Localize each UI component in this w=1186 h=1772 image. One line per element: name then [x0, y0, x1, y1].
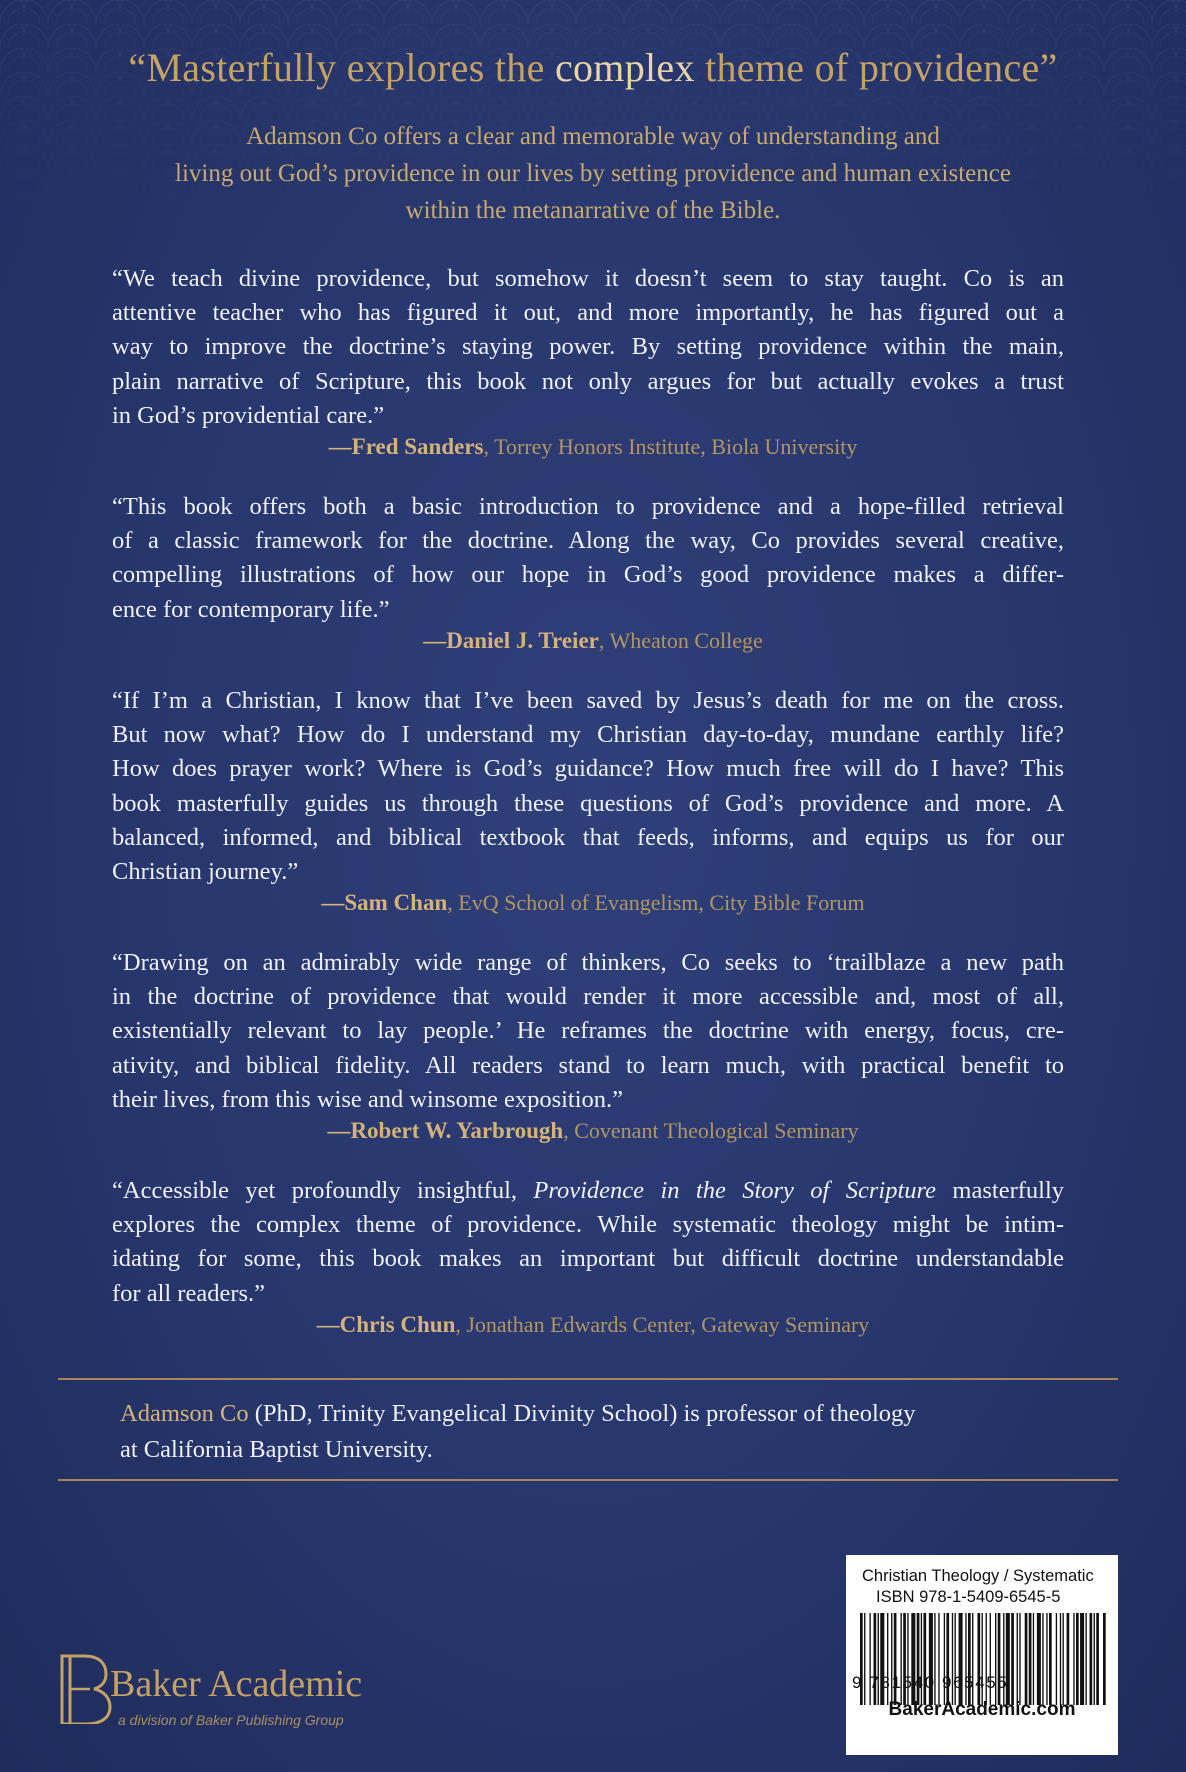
endorser-name: Sam Chan	[344, 890, 448, 915]
barcode-digits: 9 781540 965455	[852, 1673, 1009, 1692]
quote-line: ativity, and biblical fidelity. All readers stand to learn much, with practical benefit to	[112, 1051, 1064, 1079]
headline-emphasis: complex	[554, 45, 695, 90]
endorser-name: Daniel J. Treier	[446, 628, 599, 653]
endorsement-quote-3	[112, 684, 1064, 889]
quote-line: ence for contemporary life.”	[112, 595, 390, 623]
quote-line: “If I’m a Christian, I know that I’ve been saved by Jesus’s death for me on the cross.	[112, 687, 1064, 714]
endorsement-quote-2	[112, 490, 1064, 627]
quote-line: plain narrative of Scripture, this book not only argues for but actually evokes a trust	[112, 367, 1064, 395]
endorser-dash: —	[423, 628, 447, 653]
endorsement-quote-5	[112, 1174, 1064, 1311]
endorser-affiliation: , Wheaton College	[598, 628, 763, 653]
endorser-name: Robert W. Yarbrough	[350, 1118, 564, 1143]
endorser-name: Chris Chun	[339, 1312, 456, 1337]
quote-line: in the doctrine of providence that would render it more accessible and, most of all,	[112, 983, 1064, 1011]
quote-line: their lives, from this wise and winsome exposition.”	[112, 1085, 624, 1113]
endorsement-attribution-4	[0, 1118, 1186, 1144]
bio-line-rest: (PhD, Trinity Evangelical Divinity School) is professor of theology	[248, 1400, 916, 1427]
endorser-dash: —	[327, 1118, 351, 1143]
quote-line: “This book offers both a basic introduction to providence and a hope-filled retrieval	[112, 493, 1064, 520]
endorsement-attribution-3	[0, 890, 1186, 916]
quote-line: idating for some, this book makes an important but difficult doctrine understandable	[112, 1245, 1064, 1273]
headline-part1: “Masterfully explores the	[128, 45, 555, 90]
quote-line: Christian journey.”	[112, 858, 299, 886]
author-name: Adamson Co	[120, 1400, 249, 1427]
endorser-affiliation: , Covenant Theological Seminary	[563, 1118, 859, 1143]
endorser-dash: —	[316, 1312, 340, 1337]
publisher-name: Baker Academic	[110, 1663, 363, 1705]
quote-line	[112, 1174, 1064, 1208]
bio-line	[120, 1396, 1060, 1432]
endorser-name: Fred Sanders	[351, 434, 484, 459]
publisher-subtitle: a division of Baker Publishing Group	[118, 1712, 344, 1728]
quote-line: compelling illustrations of how our hope in God’s good providence makes a differ-	[112, 561, 1064, 589]
intro-line: within the metanarrative of the Bible.	[405, 197, 781, 224]
quote-line: But now what? How do I understand my Christian day-to-day, mundane earthly life?	[112, 721, 1064, 749]
intro-blurb	[80, 118, 1106, 229]
book-title: Providence in the Story of Scripture	[533, 1177, 937, 1204]
endorser-dash: —	[321, 890, 345, 915]
endorsement-attribution-5	[0, 1312, 1186, 1338]
endorser-dash: —	[328, 434, 352, 459]
barcode-label	[846, 1555, 1118, 1755]
quote-line-post: masterfully	[936, 1177, 1064, 1204]
divider-bottom	[58, 1479, 1118, 1481]
quote-line: for all readers.”	[112, 1279, 266, 1307]
endorsement-quote-4	[112, 946, 1064, 1117]
quote-line: of a classic framework for the doctrine. Along the way, Co provides several creative,	[112, 527, 1064, 555]
headline-part3: theme of providence”	[694, 45, 1058, 90]
endorsement-attribution-1	[0, 434, 1186, 460]
quote-line: “Drawing on an admirably wide range of thinkers, Co seeks to ‘trailblaze a new path	[112, 949, 1064, 976]
endorser-affiliation: , EvQ School of Evangelism, City Bible Forum	[447, 890, 865, 915]
website: BakerAcademic.com	[888, 1699, 1076, 1720]
endorser-affiliation: , Jonathan Edwards Center, Gateway Seminary	[455, 1312, 870, 1337]
quote-line: “We teach divine providence, but somehow it doesn’t seem to stay taught. Co is an	[112, 265, 1064, 292]
quote-line: attentive teacher who has figured it out, and more importantly, he has figured out a	[112, 299, 1064, 327]
quote-line: existentially relevant to lay people.’ He reframes the doctrine with energy, focus, cre-	[112, 1017, 1064, 1045]
quote-line: book masterfully guides us through these questions of God’s providence and more. A	[112, 789, 1064, 817]
intro-line: Adamson Co offers a clear and memorable way of understanding and	[246, 123, 940, 150]
quote-line: explores the complex theme of providence. While systematic theology might be intim-	[112, 1211, 1064, 1239]
endorsement-quote-1	[112, 262, 1064, 433]
quote-line: balanced, informed, and biblical textbook that feeds, informs, and equips us for our	[112, 823, 1064, 851]
isbn: ISBN 978-1-5409-6545-5	[876, 1588, 1061, 1606]
endorsement-attribution-2	[0, 628, 1186, 654]
bio-line: at California Baptist University.	[120, 1436, 433, 1463]
divider-top	[58, 1378, 1118, 1380]
author-bio	[120, 1396, 1060, 1468]
quote-line: How does prayer work? Where is God’s guidance? How much free will do I have? This	[112, 755, 1064, 783]
category: Christian Theology / Systematic	[862, 1567, 1094, 1585]
publisher-logo	[56, 1652, 416, 1732]
quote-line-pre: “Accessible yet profoundly insightful,	[112, 1177, 534, 1204]
intro-line: living out God’s providence in our lives by setting providence and human existence	[175, 160, 1011, 187]
baker-b-icon	[56, 1652, 116, 1724]
quote-line: way to improve the doctrine’s staying power. By setting providence within the main,	[112, 333, 1064, 361]
headline	[40, 44, 1146, 91]
endorser-affiliation: , Torrey Honors Institute, Biola University	[483, 434, 858, 459]
quote-line: in God’s providential care.”	[112, 401, 385, 429]
